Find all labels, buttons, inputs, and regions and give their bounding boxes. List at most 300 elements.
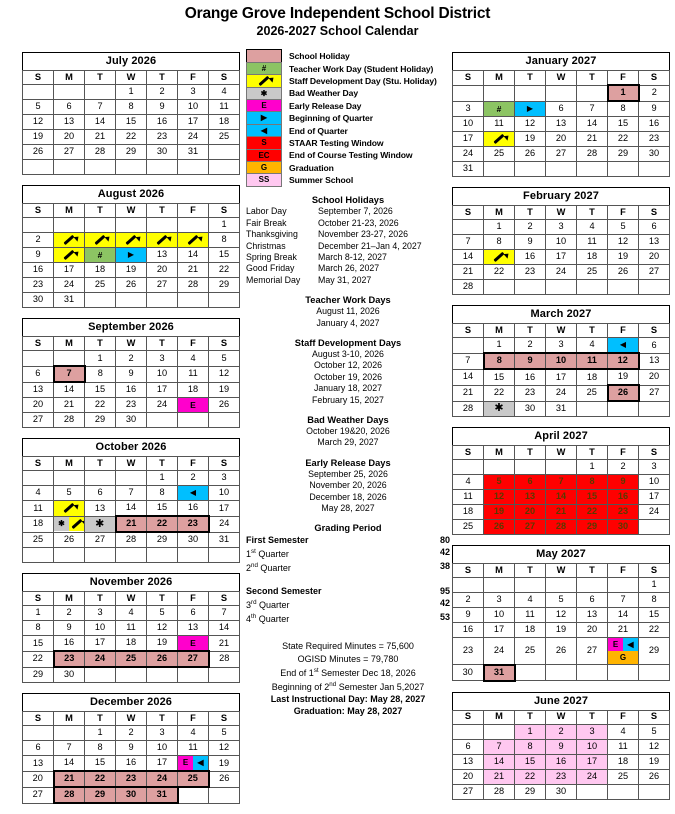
day-cell: 19 [147,636,178,652]
day-cell: 21 [453,385,484,401]
day-cell: 2 [178,471,209,486]
day-cell: 24 [639,505,670,520]
holiday-date: March 26, 2027 [318,263,380,274]
day-cell-summer-school: 24 [577,769,608,784]
weekday-header: T [515,710,546,724]
day-cell: 10 [147,366,178,382]
end-of-quarter-icon: ◀ [623,638,638,651]
empty-day-cell [515,162,546,177]
grading-period-value: 38 [439,561,450,572]
weekday-header: S [23,592,54,606]
weekday-header: S [23,712,54,726]
holiday-date: December 21–Jan 4, 2027 [318,240,422,251]
month-title: June 2027 [453,692,670,710]
week-row [453,235,670,250]
empty-day-cell [85,471,116,486]
day-cell-summer-school: 9 [546,739,577,754]
grading-period-value: 42 [439,547,450,558]
day-cell: 19 [608,369,639,385]
legend-swatch-end-of-quarter: ◀ [246,124,282,138]
day-cell: 27 [85,532,116,548]
early-release-e-icon: E [178,756,193,770]
staff-development-slash-icon [116,233,146,247]
day-cell: 9 [116,741,147,756]
day-cell: 13 [147,248,178,263]
week-row [453,520,670,535]
grading-period-value: 53 [439,612,450,623]
day-cell-teacher-work-day [484,101,515,117]
empty-day-cell [85,85,116,100]
bad-weather-days-title: Bad Weather Days [307,414,389,425]
empty-day-cell [54,160,85,175]
month-table [22,185,240,308]
day-cell-summer-school: 17 [577,754,608,769]
legend-label-early-release-day: Early Release Day [289,100,362,111]
day-cell: 20 [23,771,54,787]
day-cell: 6 [546,101,577,117]
legend-row-bad-weather-day [246,87,450,99]
day-cell: 28 [453,401,484,417]
day-cell: 4 [23,486,54,501]
day-cell: 13 [639,353,670,369]
day-cell-staar-window: 19 [484,505,515,520]
day-cell: 19 [23,130,54,145]
day-cell: 28 [453,280,484,295]
staff-development-slash-icon [147,233,177,247]
day-cell: 30 [54,667,85,683]
stats-line: Graduation: May 28, 2027 [293,706,403,717]
day-cell: 22 [85,398,116,413]
day-cell: 12 [209,366,240,382]
early-release-days-title: Early Release Days [305,457,391,468]
day-cell: 10 [453,117,484,132]
day-cell: 4 [608,724,639,739]
day-cell: 25 [23,532,54,548]
legend-label-teacher-work-day: Teacher Work Day (Student Holiday) [289,63,434,74]
day-cell: 10 [484,608,515,623]
day-cell: 3 [147,726,178,741]
day-cell: 5 [546,593,577,608]
day-cell-staar-window: 7 [546,475,577,490]
day-cell: 25 [577,385,608,401]
week-row [453,623,670,638]
empty-day-cell [515,460,546,475]
week-row [23,787,240,803]
month-table [22,52,240,175]
day-cell: 29 [23,667,54,683]
day-cell-school-holiday: 23 [178,516,209,532]
day-cell: 13 [23,382,54,398]
day-cell: 29 [515,784,546,799]
legend-row-staar-testing-window [246,137,450,149]
weekday-header: T [147,592,178,606]
weekday-header: S [209,457,240,471]
month-table [452,545,670,682]
weekday-header: T [515,71,546,86]
day-cell-beginning-of-quarter [515,101,546,117]
day-cell: 10 [85,621,116,636]
day-cell: 17 [147,382,178,398]
week-row [23,413,240,428]
legend-row-staff-development-day [246,75,450,87]
day-cell: 24 [484,638,515,665]
week-row [453,490,670,505]
day-cell: 29 [608,147,639,162]
empty-day-cell [639,401,670,417]
day-cell-graduation-early-release-split [608,638,639,665]
day-cell: 18 [23,516,54,532]
day-cell: 29 [639,638,670,665]
day-cell-school-holiday: 21 [54,771,85,787]
day-cell: 16 [23,263,54,278]
empty-day-cell [209,145,240,160]
day-cell: 18 [515,623,546,638]
empty-day-cell [608,280,639,295]
legend-row-school-holiday [246,50,450,62]
grading-period-value: 95 [439,586,450,597]
legend-swatch-staar-testing-window: S [246,136,282,150]
legend-swatch-beginning-of-quarter: ▶ [246,111,282,125]
day-cell: 16 [54,636,85,652]
week-row [453,85,670,101]
end-of-quarter-icon: ◀ [193,756,208,770]
staff-development-slash-icon [54,233,84,247]
legend-swatch-graduation: G [246,161,282,175]
week-row [23,486,240,501]
week-row [23,233,240,248]
teacher-work-days-title: Teacher Work Days [305,295,391,306]
day-cell: 9 [515,235,546,250]
day-cell-school-holiday: 12 [608,353,639,369]
grading-period-row [246,611,450,625]
day-cell-staar-window: 12 [484,490,515,505]
day-cell-staff-development [178,233,209,248]
grading-period-row [246,546,450,560]
staff-development-slash-icon [484,250,514,264]
day-cell: 8 [147,486,178,501]
day-cell: 27 [639,385,670,401]
stats-line: State Required Minutes = 75,600 [282,641,414,652]
week-row [23,471,240,486]
week-row [453,147,670,162]
day-cell: 2 [54,606,85,621]
day-cell: 18 [453,505,484,520]
day-cell: 18 [209,115,240,130]
day-cell: 14 [453,250,484,265]
legend-row-early-release-day [246,100,450,112]
month-table [22,693,240,804]
day-cell-early-release [178,636,209,652]
empty-day-cell [178,293,209,308]
day-cell: 1 [116,85,147,100]
legend [246,50,450,186]
weekday-header: S [453,206,484,220]
weekday-header: T [147,712,178,726]
empty-day-cell [484,578,515,593]
week-row [453,754,670,769]
day-cell: 10 [147,741,178,756]
day-cell-staff-development [54,501,85,517]
empty-day-cell [209,548,240,563]
weekday-header: S [453,710,484,724]
day-cell: 12 [639,739,670,754]
holiday-date: November 23-27, 2026 [318,229,408,240]
week-row [23,667,240,683]
day-cell: 25 [515,638,546,665]
day-cell: 28 [116,532,147,548]
empty-day-cell [515,85,546,101]
weekday-header: M [484,71,515,86]
day-cell: 31 [209,532,240,548]
legend-label-bad-weather-day: Bad Weather Day [289,88,359,99]
day-cell-summer-school: 7 [484,739,515,754]
day-cell: 15 [209,248,240,263]
day-cell: 4 [453,475,484,490]
empty-day-cell [577,280,608,295]
week-row [23,516,240,532]
legend-row-teacher-work-day [246,62,450,74]
holiday-name: Memorial Day [246,274,301,285]
day-cell: 7 [85,100,116,115]
holiday-name: Spring Break [246,251,297,262]
day-cell: 17 [546,250,577,265]
empty-day-cell [147,293,178,308]
day-cell: 20 [546,132,577,147]
day-cell: 13 [577,608,608,623]
holiday-name: Fair Break [246,217,287,228]
staff-development-date: February 15, 2027 [312,394,384,405]
day-cell: 12 [147,621,178,636]
empty-day-cell [515,578,546,593]
empty-day-cell [178,218,209,233]
day-cell: 27 [453,784,484,799]
teacher-work-hash-icon: # [97,250,103,260]
day-cell-staff-development [484,132,515,147]
weekday-header: S [453,324,484,338]
day-cell: 1 [85,351,116,367]
day-cell: 22 [484,385,515,401]
week-row [23,548,240,563]
weekday-header: M [54,457,85,471]
day-cell-summer-school: 1 [515,724,546,739]
empty-day-cell [209,667,240,683]
holiday-date: October 21-23, 2026 [318,217,399,228]
empty-day-cell [147,667,178,683]
month-table [22,573,240,683]
weekday-header-row [23,457,240,471]
bad-weather-asterisk-icon: ✱ [95,517,105,530]
day-cell: 13 [54,115,85,130]
weekday-header: T [577,710,608,724]
split-cell [608,638,638,664]
empty-day-cell [484,85,515,101]
day-cell: 12 [515,117,546,132]
school-holiday-row [246,252,450,263]
day-cell: 7 [608,593,639,608]
day-cell: 9 [147,100,178,115]
empty-day-cell [453,338,484,354]
staff-development-slash-icon [247,75,281,87]
day-cell: 16 [116,382,147,398]
empty-day-cell [453,578,484,593]
day-cell-staar-window: 6 [515,475,546,490]
day-cell: 19 [639,754,670,769]
months-column-left [22,52,240,814]
day-cell: 3 [453,101,484,117]
months-column-right [452,52,670,810]
week-row [23,248,240,263]
empty-day-cell [23,218,54,233]
weekday-header: F [608,446,639,460]
empty-day-cell [23,85,54,100]
day-cell-staar-window: 28 [546,520,577,535]
weekday-header: T [577,564,608,578]
empty-day-cell [54,548,85,563]
weekday-header: W [116,71,147,85]
weekday-header: M [54,712,85,726]
day-cell: 11 [178,741,209,756]
day-cell: 11 [577,235,608,250]
day-cell: 14 [85,115,116,130]
day-cell: 3 [209,471,240,486]
weekday-header: S [453,71,484,86]
month-table [22,318,240,428]
month-title: February 2027 [453,188,670,206]
day-cell-school-holiday: 22 [85,771,116,787]
week-row [453,739,670,754]
day-cell-staar-window: 13 [515,490,546,505]
day-cell: 1 [147,471,178,486]
day-cell: 2 [116,351,147,367]
weekday-header: M [484,710,515,724]
day-cell-staar-window: 21 [546,505,577,520]
week-row [23,263,240,278]
day-cell: 23 [147,130,178,145]
weekday-header: T [85,71,116,85]
weekday-header-row [23,712,240,726]
day-cell: 1 [577,460,608,475]
day-cell: 8 [23,621,54,636]
month-table [452,305,670,417]
day-cell: 14 [577,117,608,132]
weekday-header: M [484,206,515,220]
day-cell: 18 [577,369,608,385]
grading-spacer [246,574,450,585]
day-cell: 19 [209,756,240,772]
day-cell: 27 [577,638,608,665]
day-cell: 8 [85,741,116,756]
day-cell-end-of-quarter [178,486,209,501]
weekday-header: M [54,204,85,218]
day-cell: 14 [116,501,147,517]
day-cell: 7 [116,486,147,501]
weekday-header: S [23,71,54,85]
holiday-name: Labor Day [246,206,287,217]
empty-day-cell [608,162,639,177]
teacher-work-day-date: August 11, 2026 [316,306,380,317]
empty-day-cell [85,160,116,175]
empty-day-cell [608,401,639,417]
week-row [23,115,240,130]
day-cell: 28 [209,651,240,667]
week-row [453,784,670,799]
day-cell: 27 [546,147,577,162]
month-title: December 2026 [23,694,240,712]
day-cell: 28 [178,278,209,293]
weekday-header-row [453,446,670,460]
day-cell: 26 [116,278,147,293]
day-cell: 27 [54,145,85,160]
day-cell: 15 [484,369,515,385]
stats-line: OGISD Minutes = 79,780 [297,653,399,664]
day-cell-summer-school: 22 [515,769,546,784]
legend-label-eoc-testing-window: End of Course Testing Window [289,150,413,161]
week-row [23,398,240,413]
day-cell: 13 [639,235,670,250]
day-cell: 23 [23,278,54,293]
week-row [453,475,670,490]
month-title: August 2026 [23,186,240,204]
day-cell-bad-weather [484,401,515,417]
weekday-header: S [209,204,240,218]
empty-day-cell [178,548,209,563]
day-cell-school-holiday: 8 [484,353,515,369]
day-cell: 25 [85,278,116,293]
empty-day-cell [577,401,608,417]
empty-day-cell [23,471,54,486]
day-cell: 17 [546,369,577,385]
day-cell: 15 [608,117,639,132]
staff-development-date: October 19, 2026 [314,371,382,382]
holiday-date: March 8-12, 2027 [318,251,387,262]
day-cell: 13 [85,501,116,517]
grading-period-label: Second Semester [246,586,322,597]
weekday-header: T [515,564,546,578]
day-cell: 6 [85,486,116,501]
month-table [452,427,670,535]
empty-day-cell [209,293,240,308]
day-cell: 10 [178,100,209,115]
day-cell-school-holiday: 26 [608,385,639,401]
day-cell: 11 [453,490,484,505]
week-row [453,665,670,681]
grading-period-row [246,585,450,597]
day-cell-bad-weather-staff-split [54,516,85,532]
day-cell: 26 [54,532,85,548]
empty-day-cell [453,460,484,475]
day-cell: 7 [209,606,240,621]
day-cell: 12 [23,115,54,130]
day-cell: 8 [209,233,240,248]
graduation-g-icon: G [608,651,638,664]
empty-day-cell [178,160,209,175]
day-cell: 1 [639,578,670,593]
day-cell: 4 [577,220,608,235]
empty-day-cell [608,665,639,681]
empty-day-cell [147,160,178,175]
day-cell: 22 [23,651,54,667]
day-cell: 19 [608,250,639,265]
weekday-header-row [453,710,670,724]
week-row [453,769,670,784]
empty-day-cell [23,351,54,367]
day-cell: 12 [209,741,240,756]
teacher-work-day-date: January 4, 2027 [316,317,380,328]
beginning-of-quarter-icon: ▶ [127,250,135,259]
day-cell: 11 [23,501,54,517]
day-cell: 30 [515,401,546,417]
weekday-header: F [178,204,209,218]
